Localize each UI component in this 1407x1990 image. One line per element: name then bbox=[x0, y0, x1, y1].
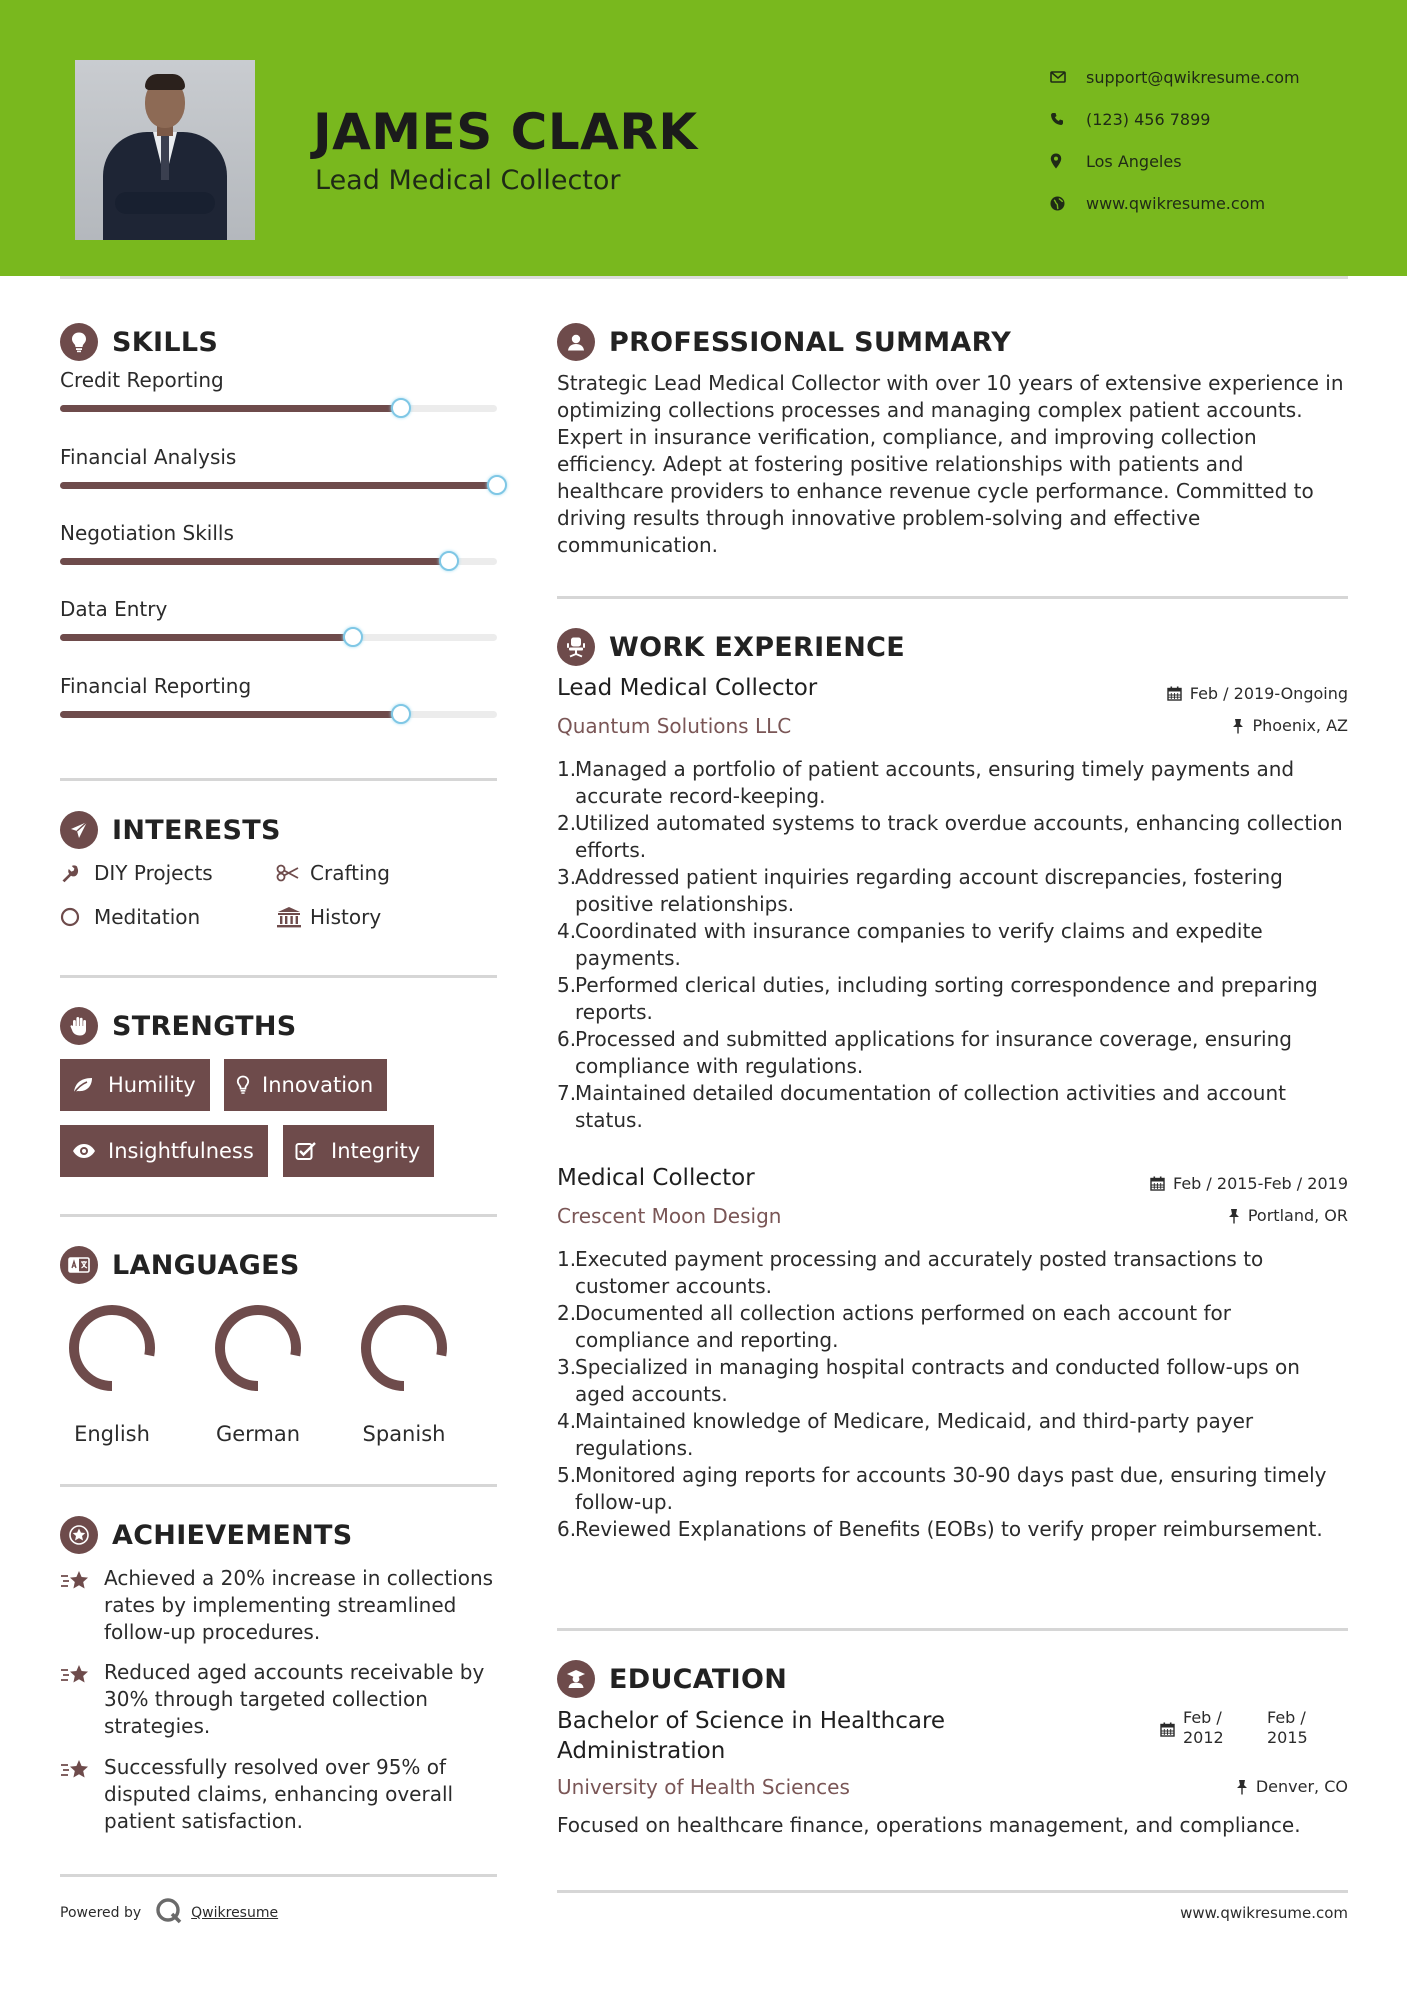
job-dates bbox=[1150, 1174, 1348, 1193]
skill-bar bbox=[60, 482, 497, 489]
calendar-icon bbox=[1150, 1176, 1165, 1191]
job-title: Medical Collector bbox=[557, 1165, 755, 1191]
education-degree: Bachelor of Science in Healthcare Administration bbox=[557, 1708, 946, 1764]
education-end-month: Feb / bbox=[1267, 1708, 1306, 1727]
job-company: Quantum Solutions LLC bbox=[557, 714, 792, 738]
skills-title: SKILLS bbox=[112, 326, 219, 358]
scissors-icon bbox=[276, 864, 310, 882]
interests-title: INTERESTS bbox=[112, 814, 281, 846]
duty-text: Executed payment processing and accurately posted transactions to customer accounts. bbox=[575, 1247, 1264, 1298]
user-icon bbox=[557, 323, 595, 361]
skill-item bbox=[60, 365, 497, 412]
checkbox-icon bbox=[295, 1141, 331, 1161]
calendar-icon bbox=[1160, 1708, 1175, 1748]
language-name: Spanish bbox=[362, 1422, 446, 1446]
shooting-star-icon bbox=[60, 1565, 104, 1646]
job-duties bbox=[557, 756, 1347, 1134]
skill-item bbox=[60, 442, 497, 489]
skills-heading bbox=[60, 322, 218, 362]
section-divider bbox=[60, 975, 497, 978]
contact-email-text: support@qwikresume.com bbox=[1086, 67, 1300, 87]
duty-item: 3. Specialized in managing hospital contracts and conducted follow-ups on aged accounts. bbox=[557, 1355, 1300, 1406]
duty-item: 4. Maintained knowledge of Medicare, Medicaid, and third-party payer regulations. bbox=[557, 1409, 1254, 1460]
section-divider bbox=[60, 1214, 497, 1217]
interests-heading bbox=[60, 810, 281, 850]
job-location-text: Portland, OR bbox=[1247, 1206, 1348, 1225]
duty-text: Reviewed Explanations of Benefits (EOBs) to verify proper reimbursement. bbox=[575, 1517, 1323, 1541]
summary-title: PROFESSIONAL SUMMARY bbox=[609, 326, 1012, 358]
job-company: Crescent Moon Design bbox=[557, 1204, 782, 1228]
shooting-star-icon bbox=[60, 1754, 104, 1835]
duty-text: Maintained knowledge of Medicare, Medicaid, and third-party payer regulations. bbox=[575, 1409, 1254, 1460]
work-title: WORK EXPERIENCE bbox=[609, 631, 905, 663]
circle-icon bbox=[60, 907, 94, 927]
education-location-text: Denver, CO bbox=[1255, 1777, 1348, 1796]
skill-bar-fill bbox=[60, 711, 401, 718]
footer-powered bbox=[60, 1895, 278, 1931]
header-divider bbox=[60, 276, 1348, 279]
strength-label: Insightfulness bbox=[108, 1139, 254, 1163]
duty-text: Monitored aging reports for accounts 30-90 days past due, ensuring timely follow-up. bbox=[575, 1463, 1327, 1514]
contact-phone-text: (123) 456 7899 bbox=[1086, 109, 1211, 129]
skill-bar-knob bbox=[391, 398, 411, 418]
duty-item: 3. Addressed patient inquiries regarding account discrepancies, fostering positive relationships. bbox=[557, 865, 1283, 916]
interest-label: DIY Projects bbox=[94, 861, 213, 885]
duty-item: 5. Monitored aging reports for accounts 30-90 days past due, ensuring timely follow-up. bbox=[557, 1463, 1327, 1514]
contact-list bbox=[1050, 56, 1390, 224]
powered-by-text: Powered by bbox=[60, 1905, 142, 1921]
duty-text: Maintained detailed documentation of collection activities and account status. bbox=[575, 1081, 1286, 1132]
language-item bbox=[188, 1300, 328, 1446]
leaf-icon bbox=[72, 1076, 108, 1094]
interest-item bbox=[276, 857, 390, 889]
job-dates bbox=[1167, 684, 1348, 703]
duty-text: Utilized automated systems to track overdue accounts, enhancing collection efforts. bbox=[575, 811, 1343, 862]
job-title: Lead Medical Collector bbox=[557, 675, 818, 701]
envelope-icon bbox=[1050, 71, 1086, 83]
interest-item bbox=[60, 857, 213, 889]
strength-label: Integrity bbox=[331, 1139, 421, 1163]
language-level-ring bbox=[210, 1300, 306, 1396]
language-level-ring bbox=[356, 1300, 452, 1396]
skill-item bbox=[60, 594, 497, 641]
education-start-year: 2012 bbox=[1183, 1728, 1224, 1747]
language-icon bbox=[60, 1246, 98, 1284]
section-divider bbox=[557, 1628, 1348, 1631]
languages-title: LANGUAGES bbox=[112, 1249, 300, 1281]
job-dates-text: Feb / 2019-Ongoing bbox=[1189, 684, 1348, 703]
strength-badge bbox=[60, 1125, 268, 1177]
interest-item bbox=[276, 901, 381, 933]
work-heading bbox=[557, 627, 905, 667]
header-banner bbox=[0, 0, 1407, 276]
star-badge-icon bbox=[60, 1516, 98, 1554]
skill-bar-fill bbox=[60, 482, 497, 489]
duty-item: 4. Coordinated with insurance companies to verify claims and expedite payments. bbox=[557, 919, 1263, 970]
strengths-title: STRENGTHS bbox=[112, 1010, 297, 1042]
achievement-text: Achieved a 20% increase in collections rates by implementing streamlined follow-up procedures. bbox=[104, 1566, 494, 1644]
education-end-year: 2015 bbox=[1267, 1728, 1308, 1747]
section-divider bbox=[60, 778, 497, 781]
skill-name: Data Entry bbox=[60, 597, 168, 621]
skill-bar bbox=[60, 405, 497, 412]
job-duties bbox=[557, 1246, 1347, 1543]
skill-name: Financial Analysis bbox=[60, 445, 237, 469]
skill-bar-fill bbox=[60, 634, 353, 641]
wrench-icon bbox=[60, 863, 94, 883]
skill-item bbox=[60, 518, 497, 565]
duty-item: 1. Executed payment processing and accurately posted transactions to customer accounts. bbox=[557, 1247, 1264, 1298]
paper-plane-icon bbox=[60, 811, 98, 849]
achievement-item bbox=[60, 1565, 500, 1646]
duty-item: 5. Performed clerical duties, including sorting correspondence and preparing reports. bbox=[557, 973, 1318, 1024]
strength-label: Innovation bbox=[262, 1073, 374, 1097]
duty-text: Specialized in managing hospital contracts and conducted follow-ups on aged accounts. bbox=[575, 1355, 1300, 1406]
skill-bar-knob bbox=[391, 704, 411, 724]
lightbulb-icon bbox=[236, 1075, 262, 1095]
duty-text: Managed a portfolio of patient accounts, ensuring timely payments and accurate record-keeping. bbox=[575, 757, 1295, 808]
section-divider bbox=[557, 596, 1348, 599]
skill-bar bbox=[60, 711, 497, 718]
duty-text: Addressed patient inquiries regarding account discrepancies, fostering positive relationships. bbox=[575, 865, 1283, 916]
duty-item: 2. Documented all collection actions performed on each account for compliance and reporting. bbox=[557, 1301, 1231, 1352]
education-location bbox=[1236, 1777, 1348, 1796]
skill-bar-fill bbox=[60, 558, 449, 565]
contact-phone[interactable] bbox=[1050, 98, 1390, 140]
bank-icon bbox=[276, 906, 310, 928]
shooting-star-icon bbox=[60, 1659, 104, 1740]
contact-website-text: www.qwikresume.com bbox=[1086, 193, 1266, 213]
skill-bar-knob bbox=[343, 627, 363, 647]
phone-icon bbox=[1050, 112, 1086, 126]
language-level-ring bbox=[64, 1300, 160, 1396]
globe-icon bbox=[1050, 196, 1086, 211]
footer-website[interactable]: www.qwikresume.com bbox=[1180, 1904, 1348, 1922]
strength-badge bbox=[224, 1059, 387, 1111]
duty-text: Documented all collection actions performed on each account for compliance and reporting. bbox=[575, 1301, 1231, 1352]
duty-item: 7. Maintained detailed documentation of collection activities and account status. bbox=[557, 1081, 1286, 1132]
pushpin-icon bbox=[1232, 718, 1244, 734]
achievements-heading bbox=[60, 1515, 353, 1555]
candidate-title: Lead Medical Collector bbox=[315, 165, 621, 196]
duty-text: Performed clerical duties, including sorting correspondence and preparing reports. bbox=[575, 973, 1318, 1024]
hand-icon bbox=[60, 1007, 98, 1045]
office-chair-icon bbox=[557, 628, 595, 666]
achievements-title: ACHIEVEMENTS bbox=[112, 1519, 353, 1551]
contact-location-text: Los Angeles bbox=[1086, 151, 1182, 171]
education-end bbox=[1267, 1708, 1351, 1748]
summary-heading bbox=[557, 322, 1011, 362]
pushpin-icon bbox=[1236, 1779, 1248, 1795]
duty-text: Processed and submitted applications for insurance coverage, ensuring compliance with regulations. bbox=[575, 1027, 1292, 1078]
job-location bbox=[1232, 716, 1348, 735]
job-location-text: Phoenix, AZ bbox=[1252, 716, 1348, 735]
languages-heading bbox=[60, 1245, 300, 1285]
skill-name: Credit Reporting bbox=[60, 368, 224, 392]
skill-bar bbox=[60, 558, 497, 565]
education-school: University of Health Sciences bbox=[557, 1775, 850, 1799]
map-pin-icon bbox=[1050, 153, 1086, 169]
language-item bbox=[334, 1300, 474, 1446]
skill-name: Financial Reporting bbox=[60, 674, 252, 698]
eye-icon bbox=[72, 1143, 108, 1159]
section-divider bbox=[60, 1874, 497, 1877]
language-name: English bbox=[74, 1422, 150, 1446]
contact-location bbox=[1050, 140, 1390, 182]
skill-item bbox=[60, 671, 497, 718]
job-dates-text: Feb / 2015-Feb / 2019 bbox=[1173, 1174, 1348, 1193]
section-divider bbox=[60, 1484, 497, 1487]
skill-bar bbox=[60, 634, 497, 641]
contact-email[interactable] bbox=[1050, 56, 1390, 98]
graduate-icon bbox=[557, 1660, 595, 1698]
pushpin-icon bbox=[1228, 1208, 1240, 1224]
strength-badge bbox=[60, 1059, 210, 1111]
achievement-text: Successfully resolved over 95% of disputed claims, enhancing overall patient satisfaction. bbox=[104, 1755, 454, 1833]
education-dates bbox=[1160, 1708, 1351, 1748]
duty-item: 6. Reviewed Explanations of Benefits (EOBs) to verify proper reimbursement. bbox=[557, 1517, 1323, 1541]
achievement-item bbox=[60, 1659, 500, 1740]
duty-item: 1. Managed a portfolio of patient accounts, ensuring timely payments and accurate record-keeping. bbox=[557, 757, 1295, 808]
language-name: German bbox=[215, 1422, 301, 1446]
duty-item: 6. Processed and submitted applications for insurance coverage, ensuring compliance with regulations. bbox=[557, 1027, 1292, 1078]
achievement-text: Reduced aged accounts receivable by 30% through targeted collection strategies. bbox=[104, 1660, 485, 1738]
duty-text: Coordinated with insurance companies to verify claims and expedite payments. bbox=[575, 919, 1263, 970]
duty-item: 2. Utilized automated systems to track overdue accounts, enhancing collection efforts. bbox=[557, 811, 1343, 862]
strength-badge bbox=[283, 1125, 434, 1177]
skill-bar-knob bbox=[439, 551, 459, 571]
job-location bbox=[1228, 1206, 1348, 1225]
qwikresume-logo-icon bbox=[155, 1897, 183, 1929]
section-divider bbox=[557, 1890, 1348, 1893]
skill-bar-fill bbox=[60, 405, 401, 412]
contact-website[interactable] bbox=[1050, 182, 1390, 224]
profile-photo bbox=[75, 60, 255, 240]
education-heading bbox=[557, 1659, 787, 1699]
skill-name: Negotiation Skills bbox=[60, 521, 234, 545]
calendar-icon bbox=[1167, 686, 1182, 701]
interest-label: History bbox=[310, 905, 382, 929]
skill-bar-knob bbox=[487, 475, 507, 495]
summary-text: Strategic Lead Medical Collector with over 10 years of extensive experience in optimizing collections processes and managing complex patient accounts. Expert in insurance verification, compliance, and improving collection efficiency. Adept at fostering positive relationships with patients and healthcare providers to enhance revenue cycle performance. Committed to driving results through innovative problem-solving and effective communication. bbox=[557, 371, 1344, 557]
education-start-month: Feb / bbox=[1183, 1708, 1222, 1727]
lightbulb-icon bbox=[60, 323, 98, 361]
education-description: Focused on healthcare finance, operations management, and compliance. bbox=[557, 1813, 1301, 1837]
interest-label: Crafting bbox=[310, 861, 390, 885]
strengths-heading bbox=[60, 1006, 297, 1046]
achievement-item bbox=[60, 1754, 500, 1835]
candidate-name: JAMES CLARK bbox=[313, 103, 698, 161]
qwikresume-link[interactable]: Qwikresume bbox=[191, 1905, 279, 1921]
education-start bbox=[1183, 1708, 1267, 1748]
strength-label: Humility bbox=[108, 1073, 196, 1097]
language-item bbox=[42, 1300, 182, 1446]
education-title: EDUCATION bbox=[609, 1663, 788, 1695]
interest-item bbox=[60, 901, 200, 933]
interest-label: Meditation bbox=[94, 905, 201, 929]
